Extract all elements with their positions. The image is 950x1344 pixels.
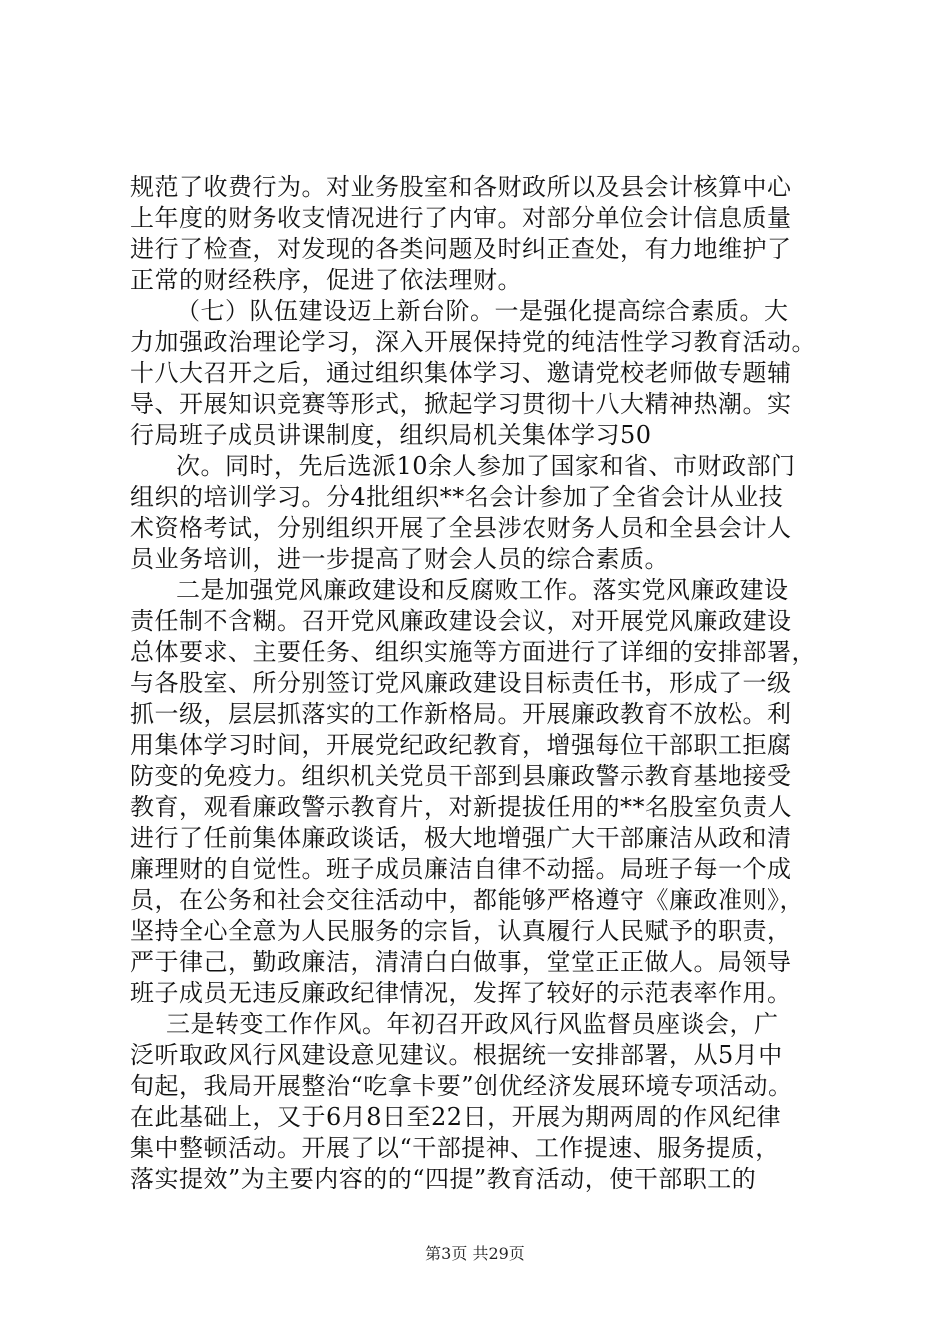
- text-line: 廉理财的自觉性。班子成员廉洁自律不动摇。局班子每一个成: [130, 855, 792, 883]
- text-line: 术资格考试，分别组织开展了全县涉农财务人员和全县会计人: [130, 514, 792, 542]
- text-line: 员业务培训，进一步提高了财会人员的综合素质。: [130, 545, 669, 573]
- text-line: 抓一级，层层抓落实的工作新格局。开展廉政教育不放松。利: [130, 700, 792, 728]
- text-line: 在此基础上，又于6月8日至22日，开展为期两周的作风纪律: [130, 1103, 782, 1131]
- text-line: 总体要求、主要任务、组织实施等方面进行了详细的安排部署，: [130, 638, 816, 666]
- text-line: 防变的免疫力。组织机关党员干部到县廉政警示教育基地接受: [130, 762, 792, 790]
- text-line: 集中整顿活动。开展了以“干部提神、工作提速、服务提质，: [130, 1134, 780, 1162]
- text-line: 进行了任前集体廉政谈话，极大地增强广大干部廉洁从政和清: [130, 824, 792, 852]
- text-line: 落实提效”为主要内容的的“四提”教育活动，使干部职工的: [130, 1165, 757, 1193]
- paragraph-start-line: 次。同时，先后选派10余人参加了国家和省、市财政部门: [176, 452, 796, 480]
- paragraph-start-line: 三是转变工作作风。年初召开政风行风监督员座谈会，广: [166, 1010, 779, 1038]
- text-line: 泛听取政风行风建设意见建议。根据统一安排部署，从5月中: [130, 1041, 783, 1069]
- paragraph-start-line: 二是加强党风廉政建设和反腐败工作。落实党风廉政建设: [176, 576, 789, 604]
- text-line: 与各股室、所分别签订党风廉政建设目标责任书，形成了一级: [130, 669, 792, 697]
- text-line: 旬起，我局开展整治“吃拿卡要”创优经济发展环境专项活动。: [130, 1072, 793, 1100]
- paragraph-start-line: （七）队伍建设迈上新台阶。一是强化提高综合素质。大: [176, 297, 789, 325]
- text-line: 行局班子成员讲课制度，组织局机关集体学习50: [130, 421, 652, 449]
- document-body: [130, 172, 832, 1195]
- page-number-footer: 第3页 共29页: [425, 1244, 525, 1263]
- text-line: 导、开展知识竞赛等形式，掀起学习贯彻十八大精神热潮。实: [130, 390, 792, 418]
- text-line: 责任制不含糊。召开党风廉政建设会议，对开展党风廉政建设: [130, 607, 792, 635]
- text-line: 十八大召开之后，通过组织集体学习、邀请党校老师做专题辅: [130, 359, 792, 387]
- text-line: 力加强政治理论学习，深入开展保持党的纯洁性学习教育活动。: [130, 328, 816, 356]
- text-line: 规范了收费行为。对业务股室和各财政所以及县会计核算中心: [130, 173, 792, 201]
- text-line: 进行了检查，对发现的各类问题及时纠正查处，有力地维护了: [130, 235, 792, 263]
- text-line: 组织的培训学习。分4批组织**名会计参加了全省会计从业技: [130, 483, 784, 511]
- text-line: 坚持全心全意为人民服务的宗旨，认真履行人民赋予的职责，: [130, 917, 792, 945]
- text-line: 员，在公务和社会交往活动中，都能够严格遵守《廉政准则》，: [130, 886, 804, 914]
- text-line: 上年度的财务收支情况进行了内审。对部分单位会计信息质量: [130, 204, 792, 232]
- text-line: 用集体学习时间，开展党纪政纪教育，增强每位干部职工拒腐: [130, 731, 792, 759]
- text-line: 严于律己，勤政廉洁，清清白白做事，堂堂正正做人。局领导: [130, 948, 792, 976]
- text-line: 正常的财经秩序，促进了依法理财。: [130, 266, 522, 294]
- text-line: 教育，观看廉政警示教育片，对新提拔任用的**名股室负责人: [130, 793, 792, 821]
- text-line: 班子成员无违反廉政纪律情况，发挥了较好的示范表率作用。: [130, 979, 792, 1007]
